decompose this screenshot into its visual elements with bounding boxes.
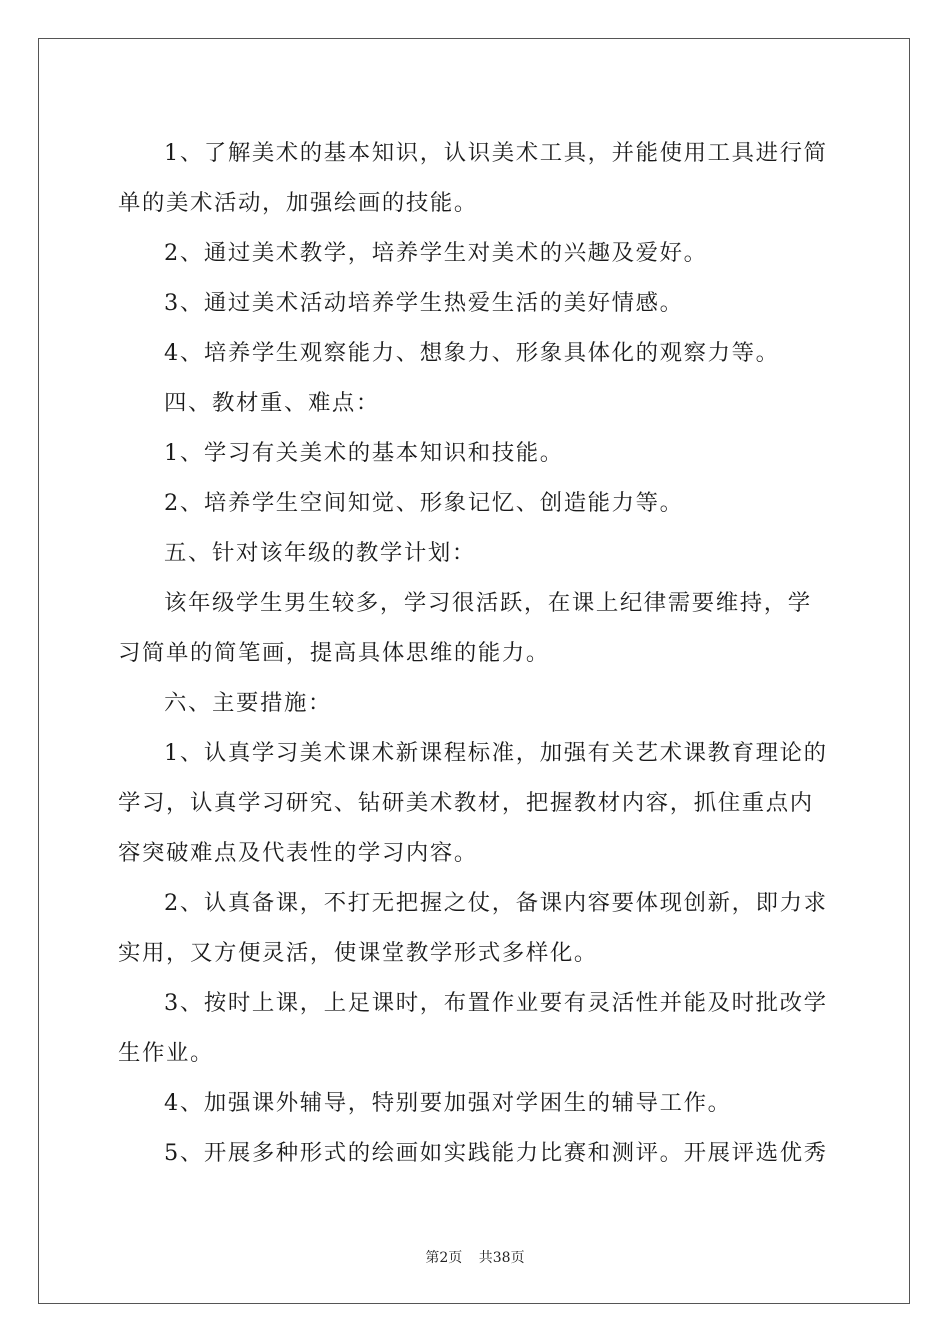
paragraph: 该年级学生男生较多，学习很活跃，在课上纪律需要维持，学习简单的简笔画，提高具体思维的能力。 xyxy=(118,590,812,666)
paragraph: 2、认真备课，不打无把握之仗，备课内容要体现创新，即力求实用，又方便灵活，使课堂教学形式多样化。 xyxy=(118,890,828,966)
page-number-current: 第2页 xyxy=(425,1250,463,1266)
section-heading: 六、主要措施： xyxy=(164,690,332,716)
paragraph: 2、通过美术教学，培养学生对美术的兴趣及爱好。 xyxy=(164,240,708,266)
page-footer xyxy=(0,1247,950,1267)
paragraph: 3、按时上课，上足课时，布置作业要有灵活性并能及时批改学生作业。 xyxy=(118,990,828,1066)
section-heading: 四、教材重、难点： xyxy=(164,390,380,416)
paragraph: 3、通过美术活动培养学生热爱生活的美好情感。 xyxy=(164,290,684,316)
paragraph: 1、了解美术的基本知识，认识美术工具，并能使用工具进行简单的美术活动，加强绘画的技能。 xyxy=(118,140,828,216)
paragraph: 4、培养学生观察能力、想象力、形象具体化的观察力等。 xyxy=(164,340,780,366)
paragraph: 1、学习有关美术的基本知识和技能。 xyxy=(164,440,564,466)
document-body xyxy=(118,128,834,1178)
section-heading: 五、针对该年级的教学计划： xyxy=(164,540,476,566)
page-number-total: 共38页 xyxy=(478,1250,525,1266)
paragraph: 4、加强课外辅导，特别要加强对学困生的辅导工作。 xyxy=(164,1090,732,1116)
paragraph: 5、开展多种形式的绘画如实践能力比赛和测评。开展评选优秀 xyxy=(164,1140,828,1166)
paragraph: 1、认真学习美术课术新课程标准，加强有关艺术课教育理论的学习，认真学习研究、钻研美术教材，把握教材内容，抓住重点内容突破难点及代表性的学习内容。 xyxy=(118,740,828,866)
paragraph: 2、培养学生空间知觉、形象记忆、创造能力等。 xyxy=(164,490,684,516)
